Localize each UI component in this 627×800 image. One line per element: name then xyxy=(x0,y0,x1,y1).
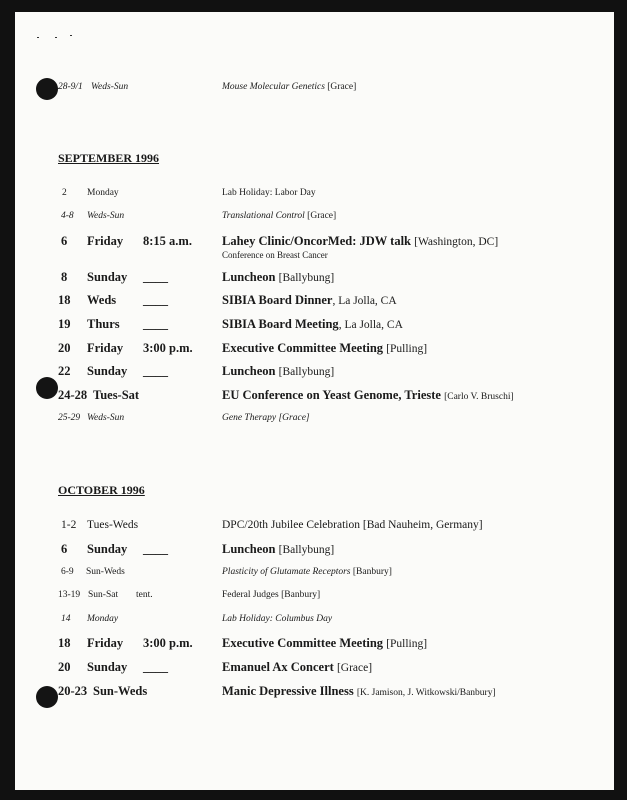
row-event: Luncheon [Ballybung] xyxy=(222,364,335,378)
schedule-row xyxy=(15,590,614,610)
section-heading-september: SEPTEMBER 1996 xyxy=(58,151,160,165)
row-date: 19 xyxy=(58,317,71,331)
schedule-row xyxy=(15,270,614,290)
row-time: ____ xyxy=(143,364,168,378)
row-event: Luncheon [Ballybung] xyxy=(222,270,335,284)
row-day: Weds xyxy=(87,293,117,307)
row-event: Emanuel Ax Concert [Grace] xyxy=(222,660,373,674)
row-date: 4-8 xyxy=(61,211,74,221)
row-date: 28-9/1 xyxy=(58,82,83,92)
schedule-row xyxy=(15,684,614,704)
row-day: Sunday xyxy=(87,364,128,378)
row-day: Friday xyxy=(87,234,124,248)
schedule-row xyxy=(15,82,614,102)
row-day: Weds-Sun xyxy=(91,82,129,92)
row-date: 25-29 xyxy=(58,413,81,423)
row-event: Executive Committee Meeting [Pulling] xyxy=(222,636,428,650)
row-event: Executive Committee Meeting [Pulling] xyxy=(222,341,428,355)
row-time: ____ xyxy=(143,660,168,674)
schedule-row xyxy=(15,519,614,539)
schedule-row xyxy=(15,364,614,384)
row-event: Mouse Molecular Genetics [Grace] xyxy=(222,82,357,92)
schedule-row xyxy=(15,317,614,337)
row-event: DPC/20th Jubilee Celebration [Bad Nauheim, Germany] xyxy=(222,519,483,531)
row-date: 2 xyxy=(62,188,67,198)
schedule-row xyxy=(15,293,614,313)
row-date: 14 xyxy=(61,614,71,624)
row-event: Manic Depressive Illness [K. Jamison, J. Witkowski/Banbury] xyxy=(222,684,496,698)
row-date: 6 xyxy=(61,542,68,556)
row-event: Federal Judges [Banbury] xyxy=(222,590,321,600)
schedule-row xyxy=(15,636,614,656)
row-event: Lab Holiday: Labor Day xyxy=(222,188,316,198)
row-time: 8:15 a.m. xyxy=(143,234,192,248)
row-day: Tues-Sat xyxy=(93,388,140,402)
row-date: 6-9 xyxy=(61,567,74,577)
section-heading-october: OCTOBER 1996 xyxy=(58,483,145,497)
schedule-row xyxy=(15,660,614,680)
speck xyxy=(37,37,39,38)
row-date: 20 xyxy=(58,341,71,355)
row-day: Monday xyxy=(87,188,119,198)
row-day: Tues-Weds xyxy=(87,519,139,531)
row-day: Friday xyxy=(87,341,124,355)
row-event: SIBIA Board Dinner, La Jolla, CA xyxy=(222,293,397,307)
row-date: 20 xyxy=(58,660,71,674)
row-day: Weds-Sun xyxy=(87,413,125,423)
row-event: Translational Control [Grace] xyxy=(222,211,337,221)
row-time: tent. xyxy=(136,590,153,600)
row-date: 24-28 xyxy=(58,388,88,402)
row-event: Plasticity of Glutamate Receptors [Banbury] xyxy=(222,567,392,577)
row-time: ____ xyxy=(143,270,168,284)
row-date: 6 xyxy=(61,234,68,248)
row-day: Sun-Sat xyxy=(88,590,119,600)
row-date: 13-19 xyxy=(58,590,81,600)
speck xyxy=(55,37,57,38)
row-subtitle: Conference on Breast Cancer xyxy=(222,250,328,260)
row-day: Friday xyxy=(87,636,124,650)
row-day: Thurs xyxy=(87,317,120,331)
schedule-row xyxy=(15,542,614,562)
row-day: Monday xyxy=(87,614,119,624)
row-date: 18 xyxy=(58,293,71,307)
row-day: Sunday xyxy=(87,270,128,284)
schedule-row xyxy=(15,567,614,587)
speck xyxy=(70,35,72,36)
row-day: Sun-Weds xyxy=(86,567,125,577)
row-day: Sun-Weds xyxy=(93,684,148,698)
schedule-row xyxy=(15,211,614,231)
schedule-row xyxy=(15,341,614,361)
row-day: Weds-Sun xyxy=(87,211,125,221)
paper-page xyxy=(15,12,614,790)
row-time: 3:00 p.m. xyxy=(143,636,193,650)
row-date: 18 xyxy=(58,636,71,650)
row-event: SIBIA Board Meeting, La Jolla, CA xyxy=(222,317,403,331)
row-date: 1-2 xyxy=(61,519,77,531)
schedule-row xyxy=(15,388,614,408)
schedule-row xyxy=(15,188,614,208)
row-day: Sunday xyxy=(87,542,128,556)
schedule-row xyxy=(15,614,614,634)
schedule-row xyxy=(15,413,614,433)
row-event: Luncheon [Ballybung] xyxy=(222,542,335,556)
row-date: 22 xyxy=(58,364,71,378)
row-time: ____ xyxy=(143,293,168,307)
row-time: 3:00 p.m. xyxy=(143,341,193,355)
row-event: Lab Holiday: Columbus Day xyxy=(222,614,333,624)
row-time: ____ xyxy=(143,317,168,331)
row-day: Sunday xyxy=(87,660,128,674)
row-date: 8 xyxy=(61,270,68,284)
row-time: ____ xyxy=(143,542,168,556)
row-event: Gene Therapy [Grace] xyxy=(222,413,310,423)
row-event: Lahey Clinic/OncorMed: JDW talk [Washington, DC] xyxy=(222,234,499,248)
row-event: EU Conference on Yeast Genome, Trieste [Carlo V. Bruschi] xyxy=(222,388,514,402)
row-date: 20-23 xyxy=(58,684,88,698)
